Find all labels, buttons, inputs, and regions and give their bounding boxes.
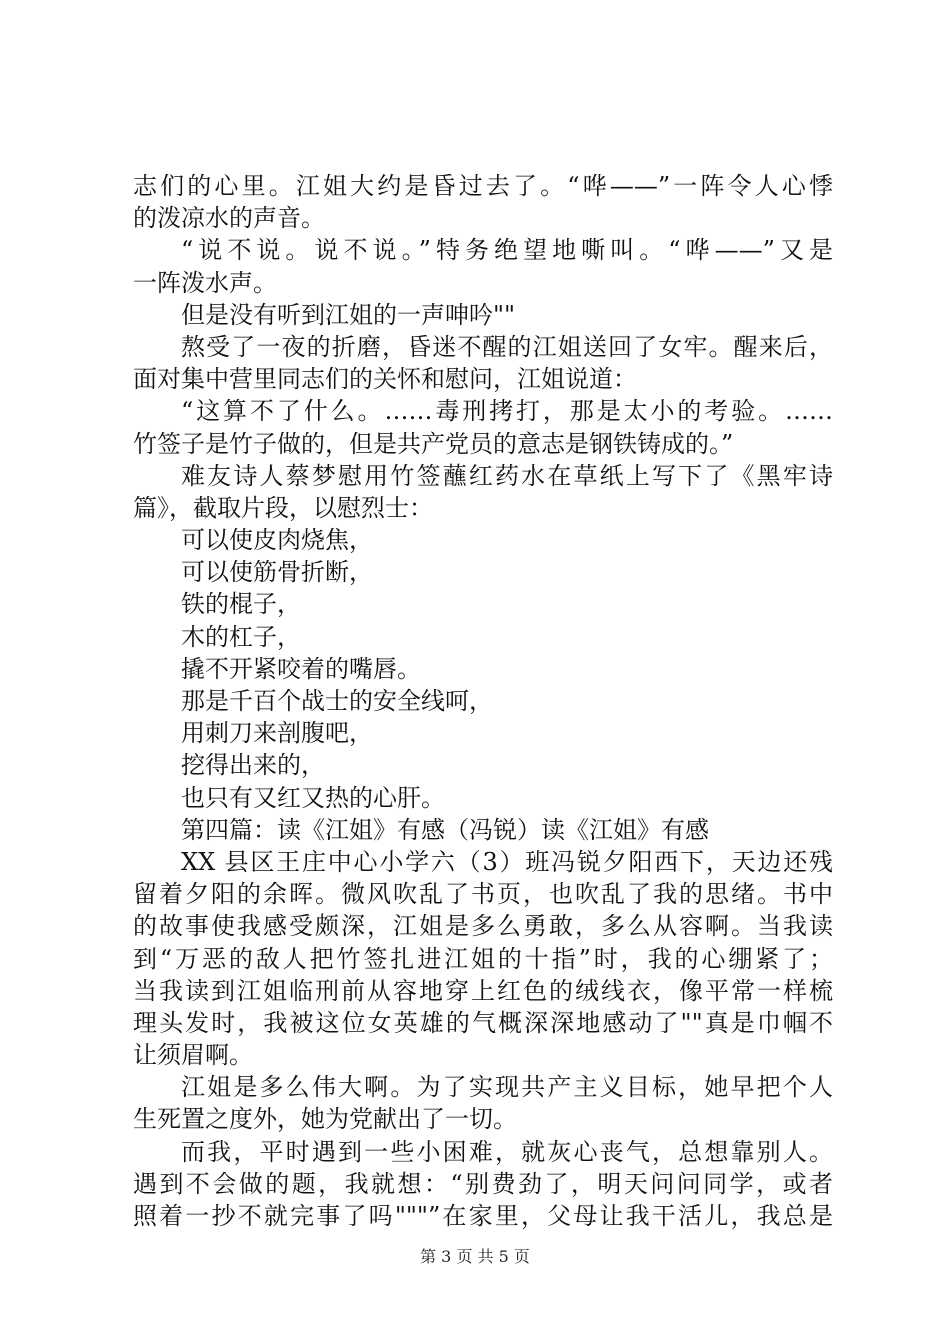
text-line: 的故事使我感受颇深，江姐是多么勇敢，多么从容啊。当我读 bbox=[133, 912, 833, 941]
document-body bbox=[133, 170, 833, 1232]
text-line: 到“万恶的敌人把竹签扎进江姐的十指”时，我的心绷紧了； bbox=[133, 944, 833, 973]
text-line: 木的杠子， bbox=[181, 622, 301, 651]
text-line: XX 县区王庄中心小学六（3）班冯锐夕阳西下，天边还残 bbox=[181, 847, 833, 876]
text-line: 那是千百个战士的安全线呵， bbox=[181, 687, 493, 715]
text-line: 难友诗人蔡梦慰用竹签蘸红药水在草纸上写下了《黑牢诗 bbox=[181, 461, 833, 490]
text-line: 面对集中营里同志们的关怀和慰问，江姐说道： bbox=[133, 365, 637, 394]
text-line: 留着夕阳的余晖。微风吹乱了书页，也吹乱了我的思绪。书中 bbox=[133, 880, 833, 909]
text-line: 志们的心里。江姐大约是昏过去了。“哗——”一阵令人心悸 bbox=[133, 172, 833, 200]
text-line: 生死置之度外，她为党献出了一切。 bbox=[133, 1105, 517, 1134]
text-line: 的泼凉水的声音。 bbox=[133, 204, 325, 233]
text-line: 可以使皮肉烧焦， bbox=[181, 526, 373, 555]
text-line: 让须眉啊。 bbox=[133, 1041, 253, 1070]
text-line: 可以使筋骨折断， bbox=[181, 558, 373, 587]
text-line: 当我读到江姐临刑前从容地穿上红色的绒线衣，像平常一样梳 bbox=[133, 976, 833, 1005]
text-line: 江姐是多么伟大啊。为了实现共产主义目标，她早把个人 bbox=[181, 1073, 833, 1102]
text-line: 也只有又红又热的心肝。 bbox=[181, 783, 445, 812]
text-line: “这算不了什么。……毒刑拷打，那是太小的考验。…… bbox=[181, 397, 833, 426]
text-line: 但是没有听到江姐的一声呻吟"" bbox=[181, 300, 516, 329]
text-line: 理头发时，我被这位女英雄的气概深深地感动了""真是巾帼不 bbox=[133, 1008, 833, 1037]
text-line: 篇》，截取片段，以慰烈士： bbox=[133, 493, 433, 522]
text-line: 一阵泼水声。 bbox=[133, 268, 277, 297]
text-line: 遇到不会做的题，我就想：“别费劲了，明天问问同学，或者 bbox=[133, 1169, 833, 1198]
text-line: 而我，平时遇到一些小困难，就灰心丧气，总想靠别人。 bbox=[181, 1137, 833, 1166]
text-line: “说不说。说不说。”特务绝望地嘶叫。“哗——”又是 bbox=[181, 236, 833, 265]
text-line: 竹签子是竹子做的，但是共产党员的意志是钢铁铸成的。” bbox=[133, 429, 734, 458]
page-footer bbox=[0, 1244, 950, 1267]
text-line: 用刺刀来剖腹吧， bbox=[181, 719, 373, 748]
text-line: 撬不开紧咬着的嘴唇。 bbox=[181, 654, 421, 683]
text-line: 照着一抄不就完事了吗"""”在家里，父母让我干活儿，我总是 bbox=[133, 1202, 833, 1230]
text-line: 熬受了一夜的折磨，昏迷不醒的江姐送回了女牢。醒来后， bbox=[181, 332, 833, 361]
page-number: 第 3 页 共 5 页 bbox=[420, 1247, 530, 1266]
text-line: 铁的棍子， bbox=[181, 590, 301, 619]
text-line: 第四篇：读《江姐》有感（冯锐）读《江姐》有感 bbox=[181, 815, 709, 844]
text-line: 挖得出来的， bbox=[181, 751, 325, 780]
